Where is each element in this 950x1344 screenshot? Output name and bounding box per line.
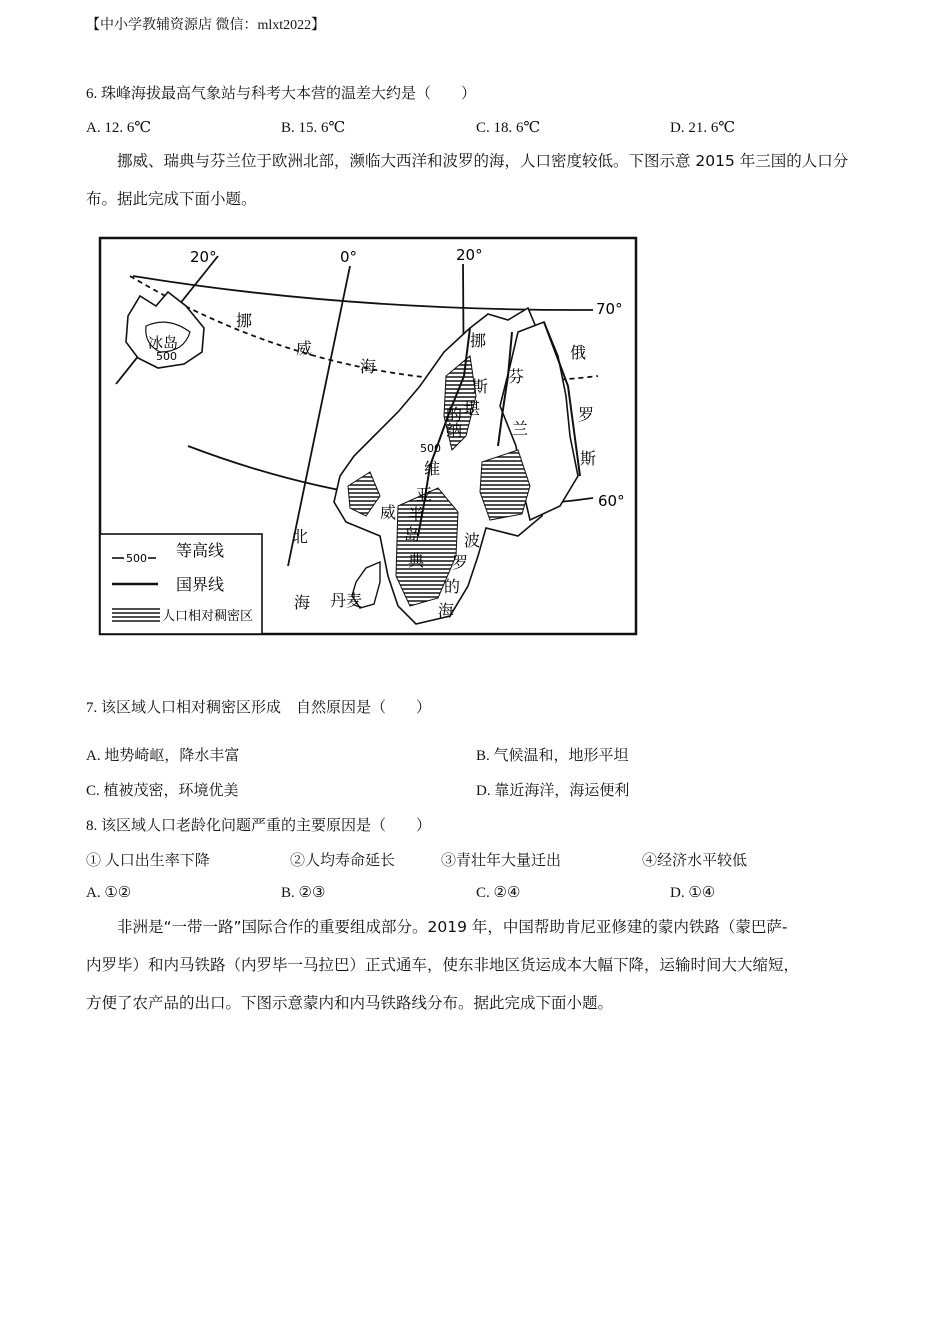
legend-dense-label: 人口相对稠密区 [162,609,254,624]
label-scandinavia-6: 亚 [416,485,433,504]
q7-option-b[interactable]: B. 气候温和，地形平坦 [476,748,629,764]
q8-option-d[interactable]: D. ①④ [670,885,716,901]
q6-option-a[interactable]: A. 12. 6℃ [86,120,152,136]
label-norway-south: 威 [380,503,397,522]
q8-option-c[interactable]: C. ②④ [476,885,521,901]
passage-kenya-railway [86,908,876,1022]
passage-kenya-line-2: 内罗毕）和内马铁路（内罗毕一马拉巴）正式通车，使东非地区货运成本大幅下降，运输时间大大缩短， [86,956,800,974]
label-russia-3: 斯 [580,449,597,468]
source-header: 【中小学教辅资源店 微信：mlxt2022】 [86,18,326,33]
label-denmark: 丹麦 [330,591,363,610]
label-baltic-3: 的 [444,577,461,596]
passage-nordic: 挪威、瑞典与芬兰位于欧洲北部，濒临大西洋和波罗的海，人口密度较低。下图示意 2015 年三国的人口分布。据此完成下面小题。 [86,152,849,208]
q8-option-a[interactable]: A. ①② [86,885,132,901]
label-iceland: 冰岛 [148,334,179,352]
q8-item-3: ③青壮年大量迁出 [441,853,562,869]
label-scandinavia-7: 半 [408,505,425,524]
lon-label-20e: 20° [456,246,483,264]
lon-label-20w: 20° [190,248,217,266]
legend-border-label: 国界线 [176,575,225,594]
passage-kenya-line-3: 方便了农产品的出口。下图示意蒙内和内马铁路线分布。据此完成下面小题。 [86,994,614,1012]
q7-option-c[interactable]: C. 植被茂密，环境优美 [86,783,239,799]
q7-option-a[interactable]: A. 地势崎岖，降水丰富 [86,748,240,764]
nordic-population-map [98,236,638,636]
lon-label-0: 0° [340,248,358,266]
lat-label-60: 60° [598,492,625,510]
label-russia-2: 罗 [578,405,595,424]
q6-option-b[interactable]: B. 15. 6℃ [281,120,346,136]
q6-stem: 6. 珠峰海拔最高气象站与科考大本营的温差大约是（ ） [86,86,477,102]
label-scandinavia-1: 斯 [472,377,489,396]
lat-label-70: 70° [596,300,623,318]
q6-option-c[interactable]: C. 18. 6℃ [476,120,541,136]
legend-contour-symbol: 500 [126,552,147,565]
legend-dense [112,608,253,624]
label-baltic-2: 罗 [452,553,469,572]
label-finland-2: 兰 [512,419,529,438]
contour-value-norway: 500 [420,442,441,455]
legend-contour-label: 等高线 [176,541,225,560]
label-scandinavia-3: 的 [446,405,463,424]
label-finland-1: 芬 [508,367,525,386]
q8-item-1: ① 人口出生率下降 [86,853,210,869]
q7-stem: 7. 该区域人口相对稠密区形成 自然原因是（ ） [86,700,432,716]
label-norwegian-sea-1: 挪 [236,311,253,330]
label-baltic-1: 波 [464,531,481,550]
label-scandinavia-8: 岛 [404,525,421,544]
contour-value-iceland: 500 [156,350,177,363]
q8-option-b[interactable]: B. ②③ [281,885,326,901]
label-north-sea-2: 海 [294,593,311,612]
label-russia-1: 俄 [570,343,587,362]
q8-stem: 8. 该区域人口老龄化问题严重的主要原因是（ ） [86,818,432,834]
label-norway-north: 挪 [470,331,487,350]
label-scandinavia-4: 纳 [446,421,463,440]
label-norwegian-sea-3: 海 [360,357,377,376]
label-norwegian-sea-2: 威 [296,339,313,358]
label-scandinavia-2: 堪 [464,399,481,418]
q7-option-d[interactable]: D. 靠近海洋，海运便利 [476,783,630,799]
q8-item-2: ②人均寿命延长 [290,853,396,869]
q6-option-d[interactable]: D. 21. 6℃ [670,120,736,136]
label-baltic-4: 海 [438,601,455,620]
label-sweden: 典 [408,551,425,570]
q8-item-4: ④经济水平较低 [642,853,748,869]
label-north-sea-1: 北 [292,527,309,546]
label-scandinavia-5: 维 [424,459,441,478]
passage-kenya-line-1: 非洲是“一带一路”国际合作的重要组成部分。2019 年，中国帮助肯尼亚修建的蒙内铁路（蒙巴萨- [117,918,788,936]
